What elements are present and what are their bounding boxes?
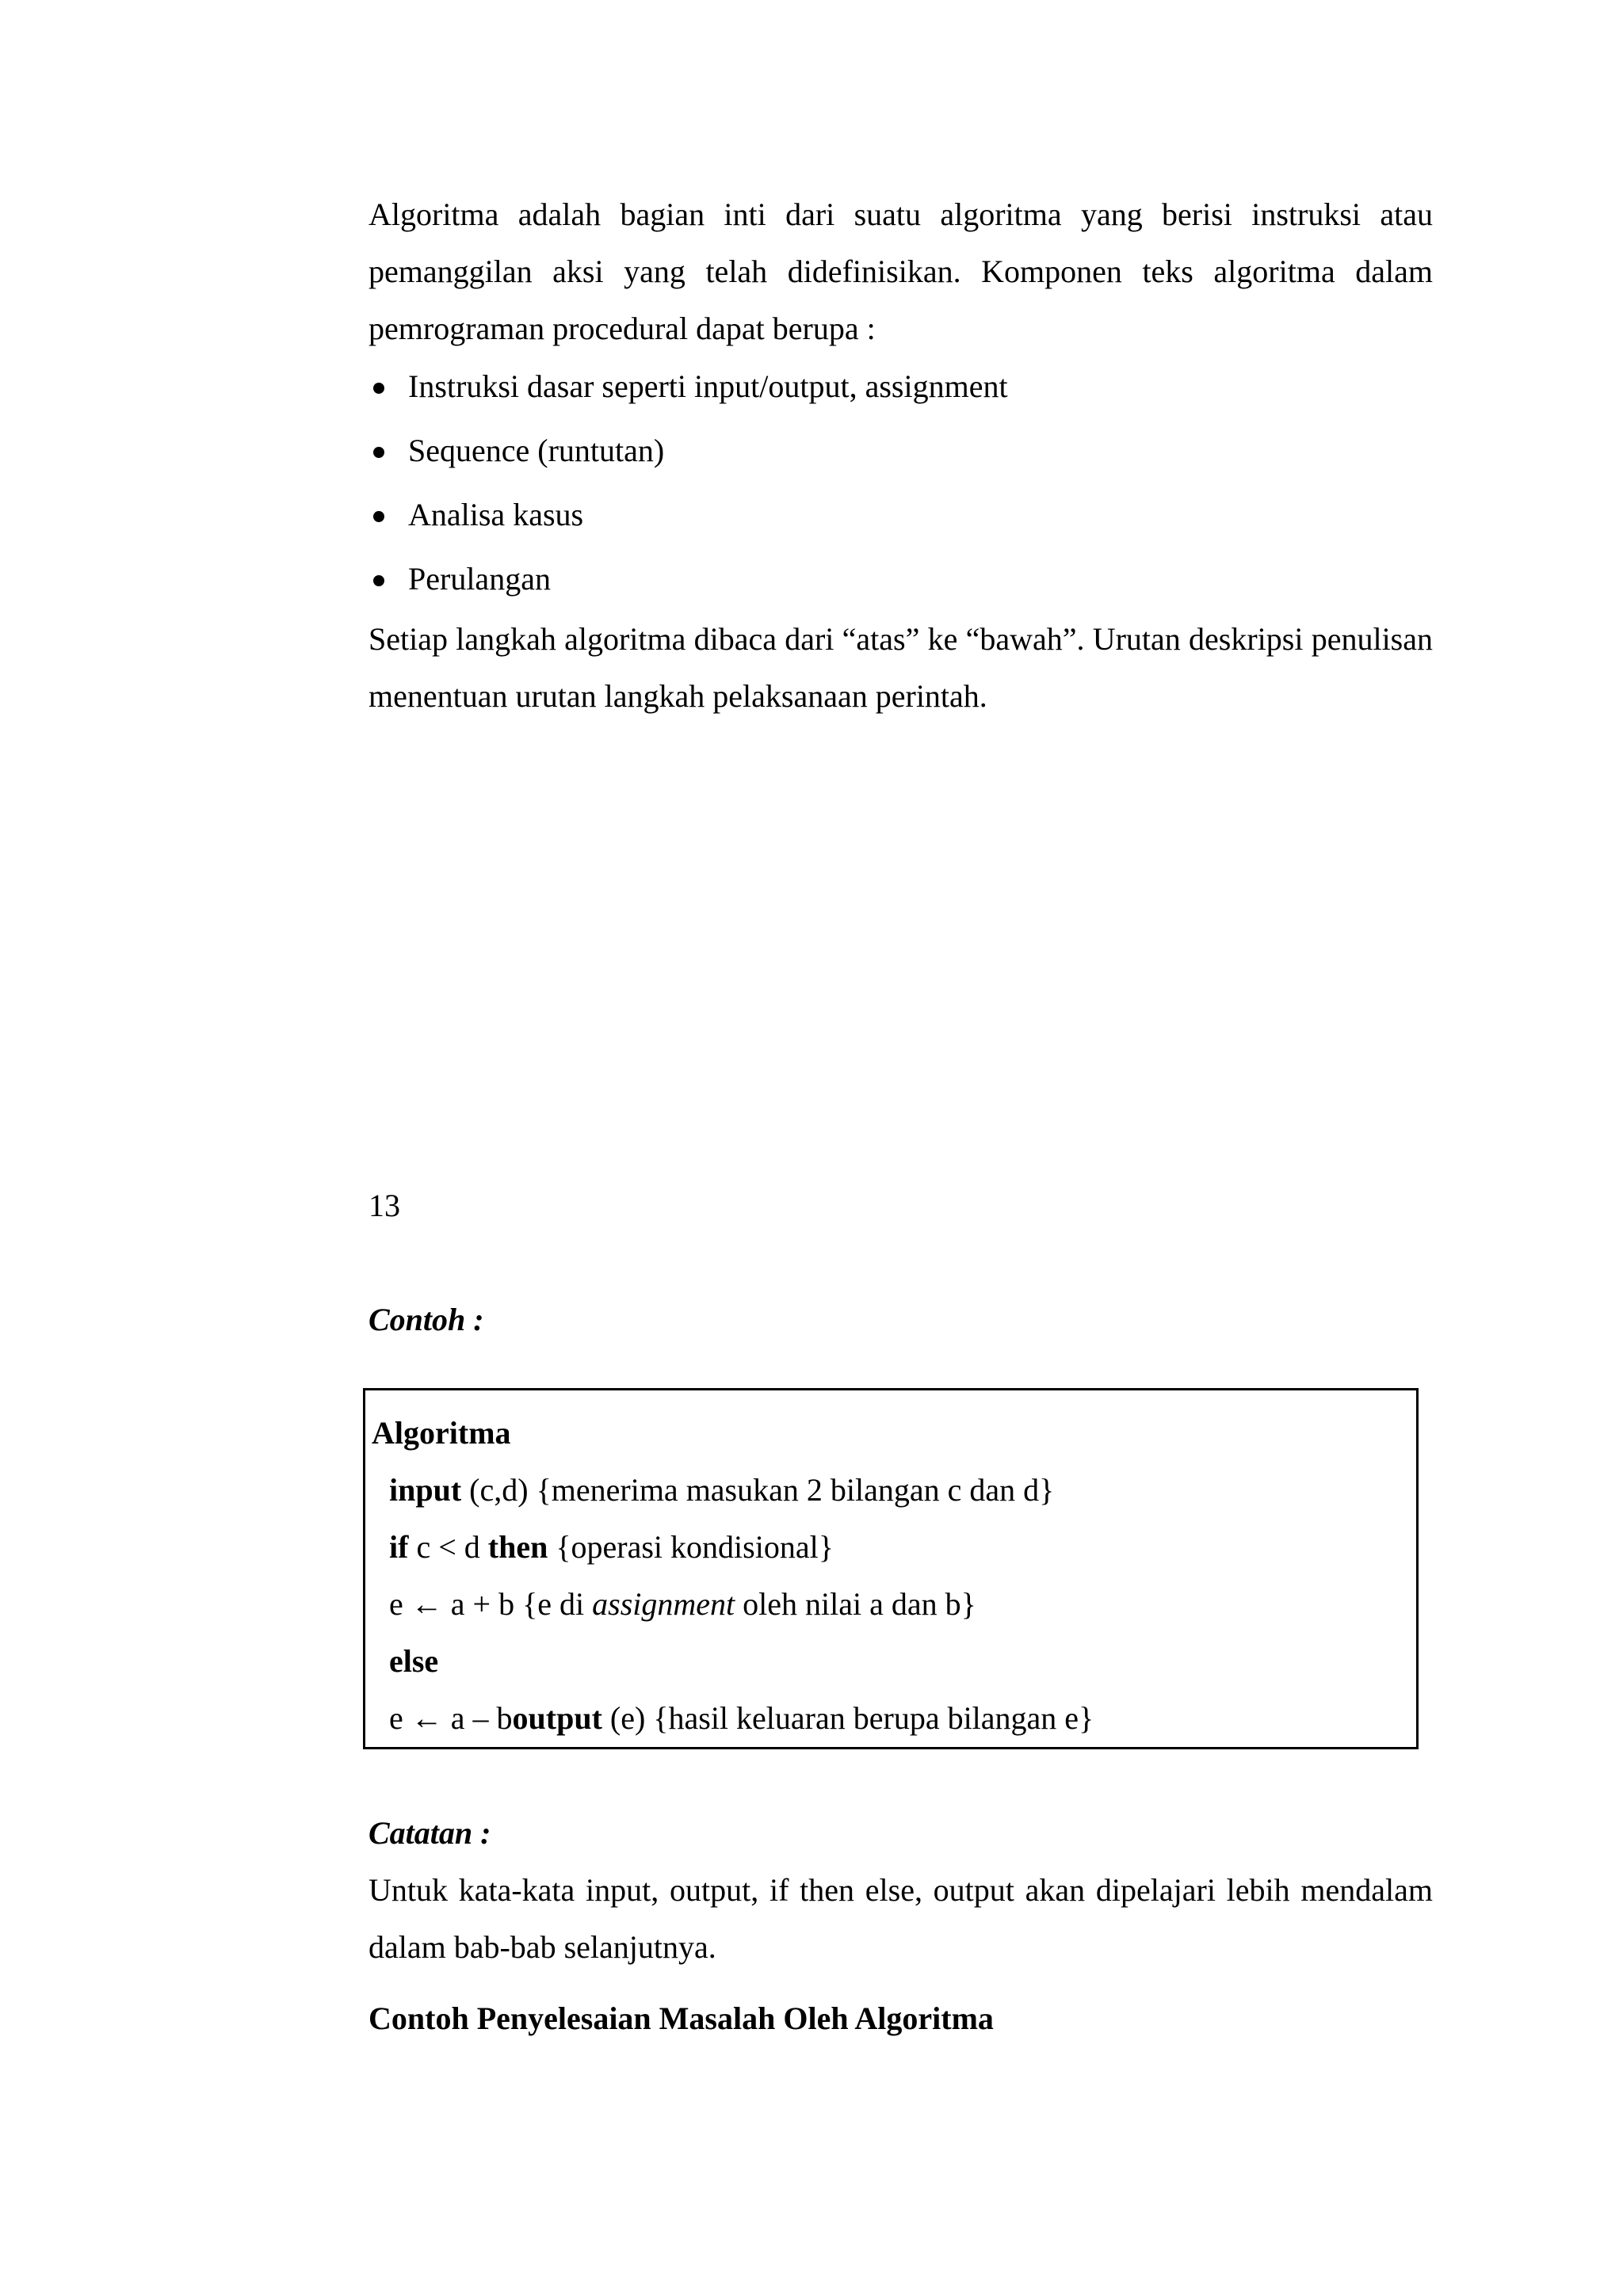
code-italic-text: assignment [592, 1586, 735, 1622]
bullet-icon [373, 575, 384, 586]
page-number: 13 [369, 1188, 400, 1223]
keyword-input: input [389, 1472, 462, 1508]
intro-paragraph: Algoritma adalah bagian inti dari suatu algoritma yang berisi instruksi atau pemanggilan aksi yang telah didefinisikan. Komponen teks algoritma dalam pemrograman procedural dapat berupa : [369, 196, 1433, 346]
list-item [369, 358, 1433, 422]
code-text: e ← a + b {e di [389, 1586, 593, 1622]
list-item-text: Instruksi dasar seperti input/output, assignment [408, 368, 1008, 404]
component-list [369, 358, 1433, 615]
list-item-text: Sequence (runtutan) [408, 433, 665, 468]
keyword-else: else [389, 1643, 439, 1679]
code-line-input [389, 1462, 1054, 1519]
list-item-text: Analisa kasus [408, 497, 584, 532]
code-text: {operasi kondisional} [548, 1529, 834, 1565]
code-text: c < d [408, 1529, 488, 1565]
list-item-text: Perulangan [408, 561, 551, 597]
code-title: Algoritma [372, 1415, 511, 1451]
code-line-output [389, 1690, 1094, 1747]
bullet-icon [373, 447, 384, 458]
code-text: (e) {hasil keluaran berupa bilangan e} [601, 1700, 1094, 1736]
section-heading: Contoh Penyelesaian Masalah Oleh Algoritma [369, 2000, 994, 2036]
code-line-assignment [389, 1576, 976, 1633]
keyword-output: output [512, 1700, 602, 1736]
code-text: oleh nilai a dan b} [735, 1586, 976, 1622]
keyword-then: then [487, 1529, 548, 1565]
code-text: e ← a – b [389, 1700, 513, 1736]
note-paragraph: Untuk kata-kata input, output, if then else, output akan dipelajari lebih mendalam dalam bab-bab selanjutnya. [369, 1872, 1433, 1965]
list-item [369, 486, 1433, 551]
reading-order-paragraph: Setiap langkah algoritma dibaca dari “atas” ke “bawah”. Urutan deskripsi penulisan menentuan urutan langkah pelaksanaan perintah. [369, 621, 1433, 714]
algorithm-code-box [363, 1388, 1419, 1749]
code-text: (c,d) {menerima masukan 2 bilangan c dan d} [461, 1472, 1055, 1508]
list-item [369, 551, 1433, 615]
example-label: Contoh : [369, 1302, 484, 1337]
list-item [369, 422, 1433, 486]
keyword-if: if [389, 1529, 409, 1565]
code-line-if [389, 1519, 834, 1576]
bullet-icon [373, 511, 384, 522]
bullet-icon [373, 383, 384, 394]
note-label: Catatan : [369, 1815, 491, 1851]
